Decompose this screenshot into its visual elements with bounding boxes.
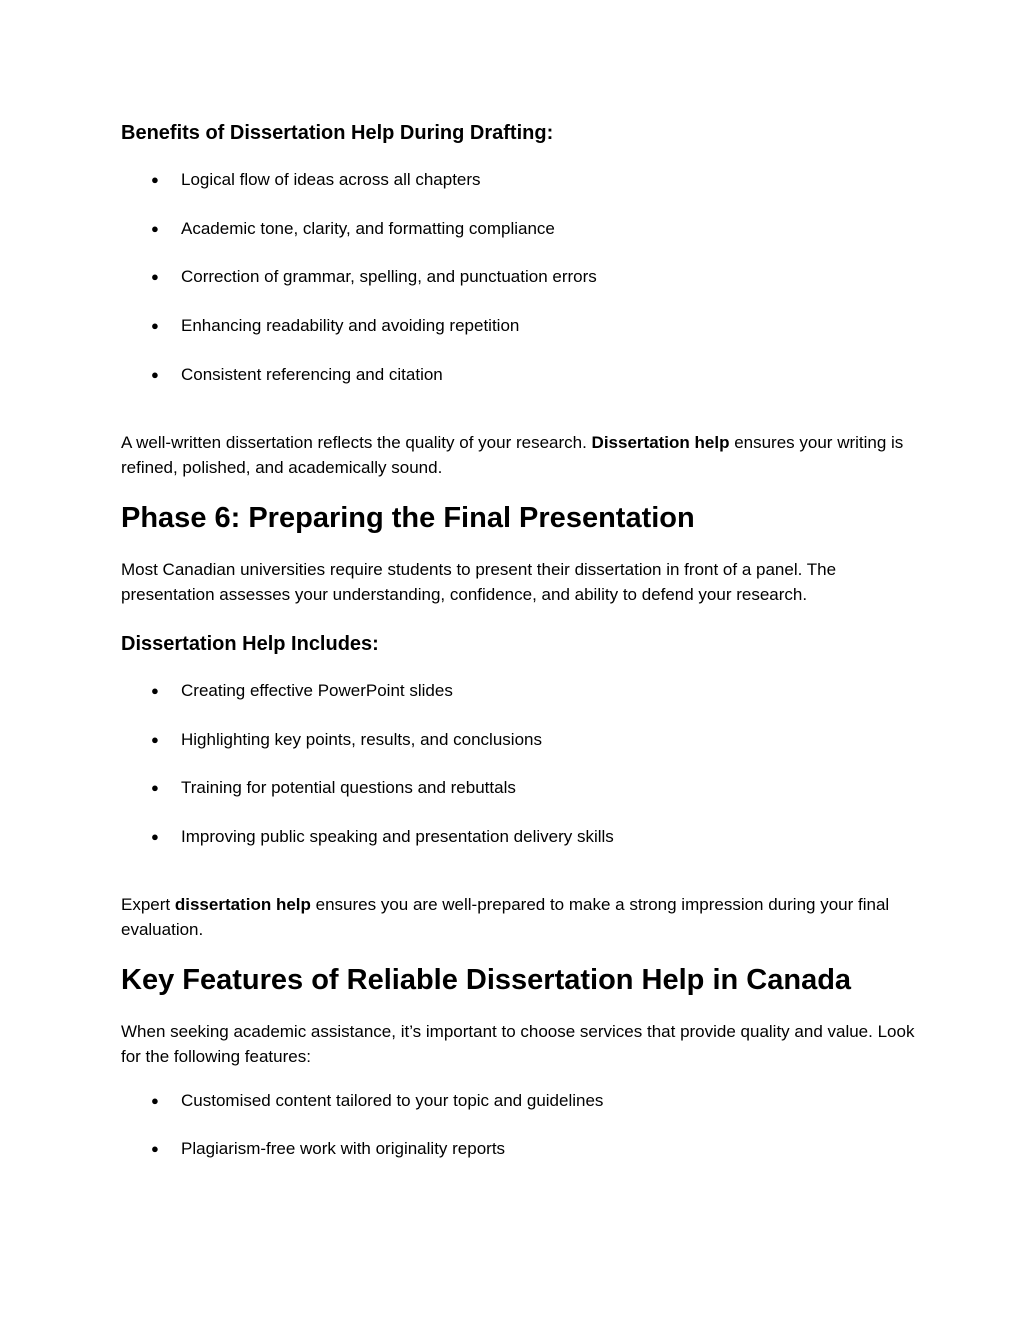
benefits-paragraph-pre: A well-written dissertation reflects the quality of your research. <box>121 433 592 452</box>
list-item-text: Correction of grammar, spelling, and punctuation errors <box>181 267 597 286</box>
bullet-icon: ● <box>151 683 159 698</box>
list-item-text: Highlighting key points, results, and conclusions <box>181 730 542 749</box>
phase6-paragraph: Most Canadian universities require students to present their dissertation in front of a panel. The presentation assesses your understanding, confidence, and ability to defend your research. <box>121 560 837 604</box>
list-item-text: Plagiarism-free work with originality reports <box>181 1139 506 1158</box>
bullet-icon: ● <box>151 318 159 333</box>
list-item-text: Logical flow of ideas across all chapters <box>181 170 481 189</box>
includes-heading: Dissertation Help Includes: <box>121 633 379 655</box>
list-item-text: Improving public speaking and presentation delivery skills <box>181 827 614 846</box>
includes-paragraph-bold: dissertation help <box>174 895 311 914</box>
phase6-heading: Phase 6: Preparing the Final Presentation <box>121 502 695 534</box>
bullet-icon: ● <box>151 269 159 284</box>
list-item-text: Customised content tailored to your topic and guidelines <box>181 1091 604 1110</box>
list-item-text: Enhancing readability and avoiding repetition <box>181 316 520 335</box>
benefits-paragraph-post: ensures your writing is refined, polished, and academically sound. <box>121 433 904 477</box>
list-item-text: Consistent referencing and citation <box>181 365 443 384</box>
bullet-icon: ● <box>151 367 159 382</box>
bullet-icon: ● <box>151 1141 159 1156</box>
includes-paragraph-post: ensures you are well-prepared to make a strong impression during your final evaluation. <box>121 895 890 939</box>
benefits-paragraph <box>121 431 921 480</box>
list-item-text: Creating effective PowerPoint slides <box>181 681 453 700</box>
includes-paragraph-pre: Expert <box>121 895 175 914</box>
bullet-icon: ● <box>151 221 159 236</box>
bullet-icon: ● <box>151 829 159 844</box>
bullet-icon: ● <box>151 732 159 747</box>
list-item-text: Academic tone, clarity, and formatting compliance <box>181 219 555 238</box>
includes-paragraph <box>121 893 921 942</box>
list-item-text: Training for potential questions and rebuttals <box>181 778 516 797</box>
features-heading: Key Features of Reliable Dissertation Help in Canada <box>121 964 852 996</box>
benefits-heading: Benefits of Dissertation Help During Drafting: <box>121 122 554 144</box>
bullet-icon: ● <box>151 172 159 187</box>
features-paragraph: When seeking academic assistance, it’s important to choose services that provide quality and value. Look for the following features: <box>121 1022 915 1066</box>
benefits-paragraph-bold: Dissertation help <box>591 433 730 452</box>
bullet-icon: ● <box>151 780 159 795</box>
bullet-icon: ● <box>151 1093 159 1108</box>
